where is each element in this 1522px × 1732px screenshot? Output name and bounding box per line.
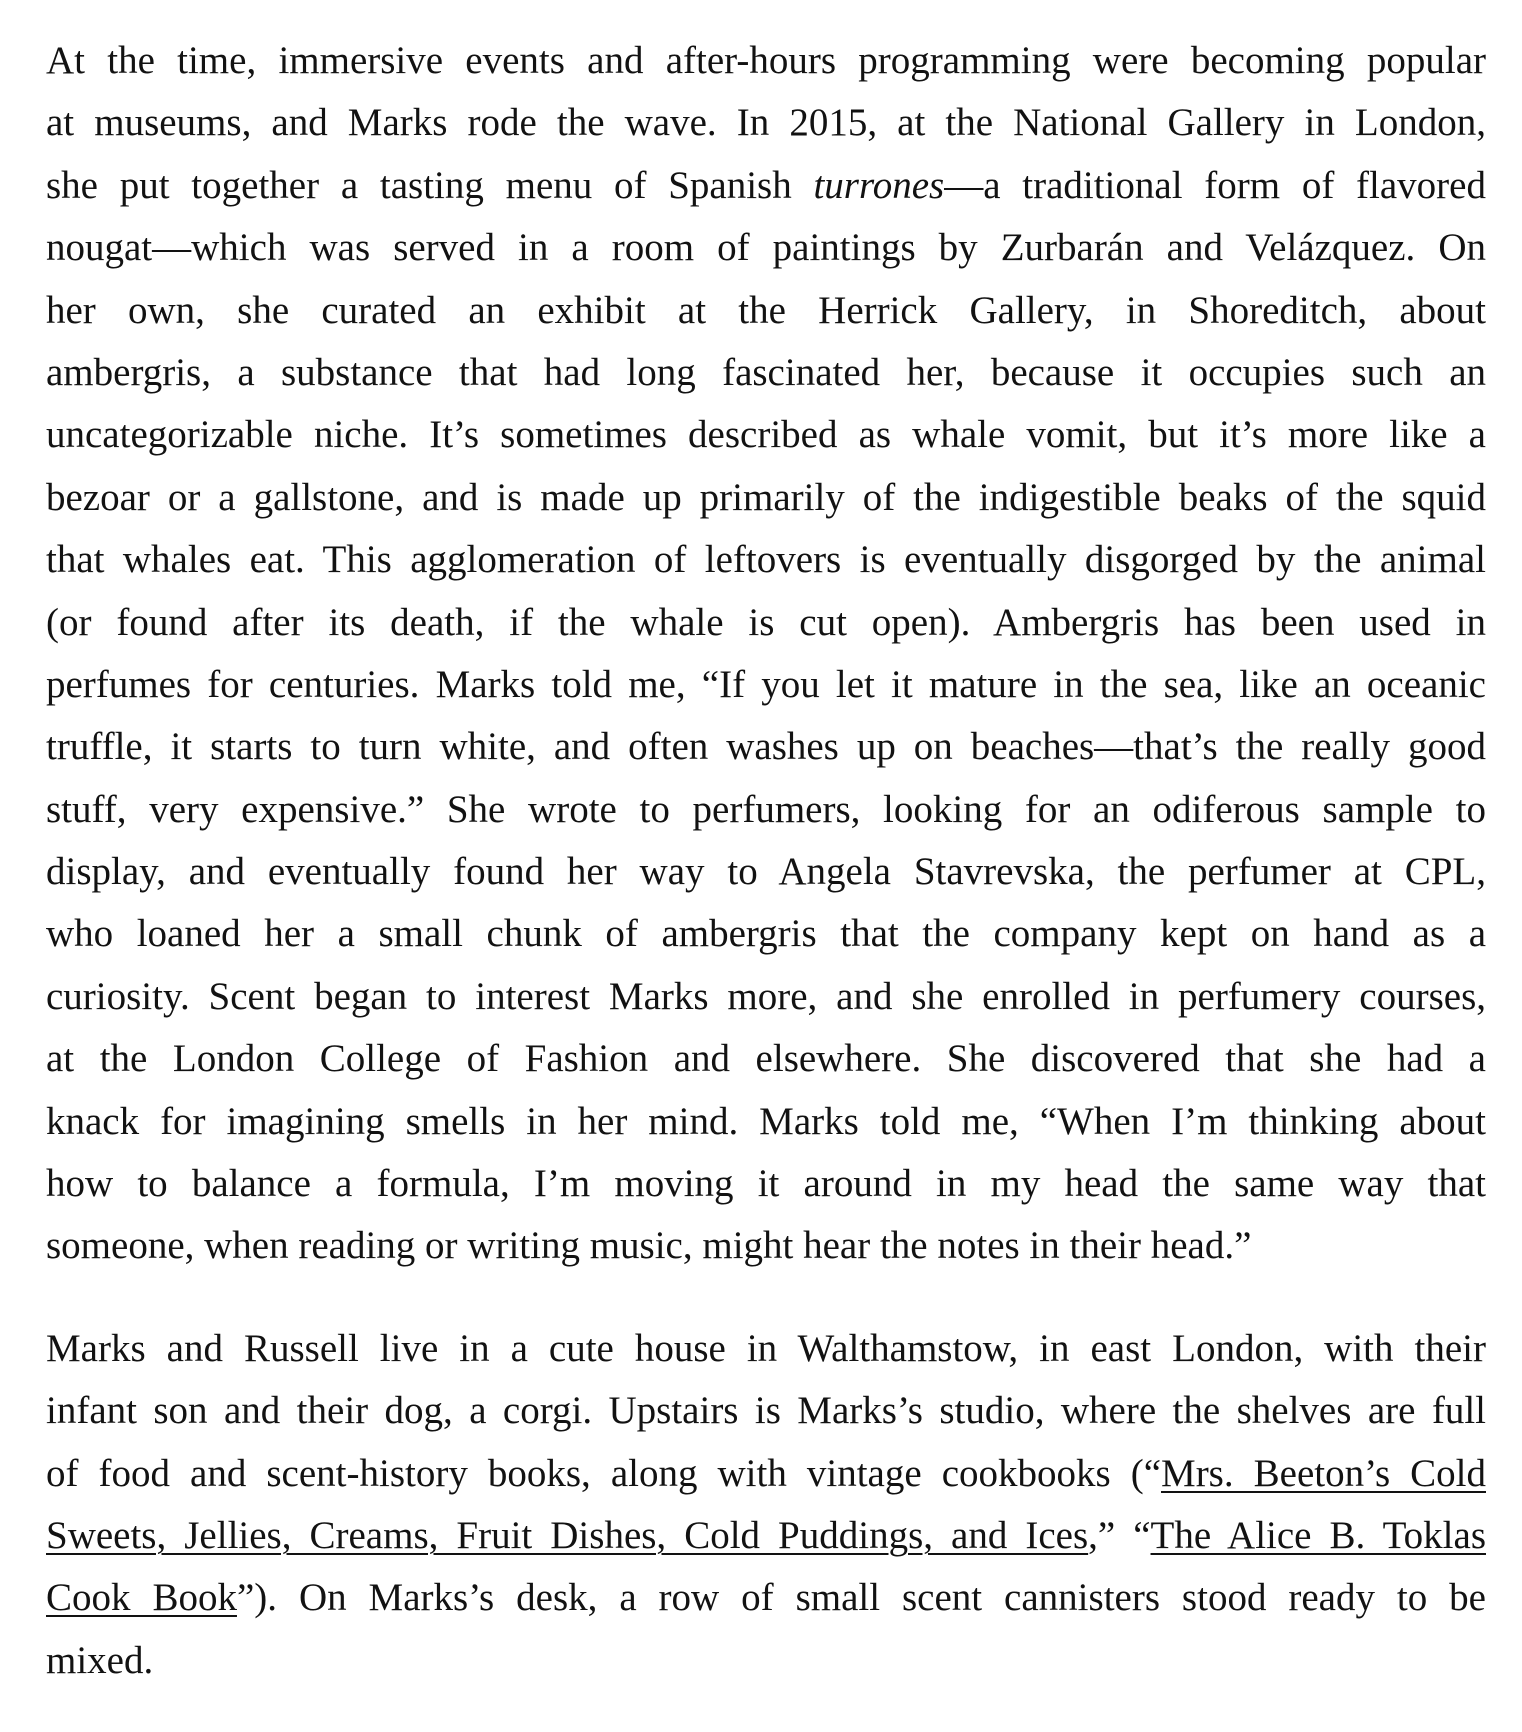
text-line: infant son and their dog, a corgi. Upstairs is Marks’s studio, where the shelves are full <box>46 1389 1486 1433</box>
text-line: mixed. <box>46 1638 154 1682</box>
text-line: display, and eventually found her way to Angela Stavrevska, the perfumer at CPL, <box>46 850 1486 894</box>
text-run: —a traditional form of flavored <box>944 163 1486 207</box>
text-line: nougat—which was served in a room of paintings by Zurbarán and Velázquez. On <box>46 226 1486 270</box>
text-run: of food and scent-history books, along with vintage cookbooks (“ <box>46 1451 1162 1495</box>
text-run: ,” “ <box>1088 1513 1151 1557</box>
alice-b-toklas-cookbook-link[interactable]: Cook Book <box>46 1576 237 1620</box>
mrs-beeton-book-link[interactable]: Mrs. Beeton’s Cold <box>1161 1451 1486 1495</box>
text-line: ambergris, a substance that had long fascinated her, because it occupies such an <box>46 350 1486 394</box>
article-body <box>46 30 1486 1732</box>
text-run: ”). On Marks’s desk, a row of small scent cannisters stood ready to be <box>236 1576 1486 1620</box>
text-line: curiosity. Scent began to interest Marks more, and she enrolled in perfumery courses, <box>46 974 1486 1018</box>
italic-term: turrones <box>813 163 945 207</box>
text-line <box>46 1443 1486 1505</box>
text-line: her own, she curated an exhibit at the Herrick Gallery, in Shoreditch, about <box>46 288 1486 332</box>
mrs-beeton-book-link[interactable]: Sweets, Jellies, Creams, Fruit Dishes, Cold Puddings, and Ices <box>46 1513 1089 1557</box>
text-line: perfumes for centuries. Marks told me, “If you let it mature in the sea, like an oceanic <box>46 662 1486 706</box>
text-line: how to balance a formula, I’m moving it around in my head the same way that <box>46 1162 1486 1206</box>
text-line: knack for imagining smells in her mind. Marks told me, “When I’m thinking about <box>46 1099 1486 1143</box>
text-line: stuff, very expensive.” She wrote to perfumers, looking for an odiferous sample to <box>46 787 1486 831</box>
text-line <box>46 155 1486 217</box>
text-line: who loaned her a small chunk of ambergris that the company kept on hand as a <box>46 912 1486 956</box>
text-line: At the time, immersive events and after-hours programming were becoming popular <box>46 39 1486 82</box>
text-run: she put together a tasting menu of Spanish <box>46 163 814 207</box>
paragraph-ambergris <box>46 30 1486 1278</box>
text-line <box>46 1505 1486 1567</box>
text-line: Marks and Russell live in a cute house in Walthamstow, in east London, with their <box>46 1326 1486 1370</box>
text-line: someone, when reading or writing music, might hear the notes in their head.” <box>46 1224 1252 1268</box>
text-line: uncategorizable niche. It’s sometimes described as whale vomit, but it’s more like a <box>46 413 1486 457</box>
alice-b-toklas-cookbook-link[interactable]: The Alice B. Toklas <box>1150 1513 1486 1557</box>
text-line <box>46 1567 1486 1629</box>
text-line: truffle, it starts to turn white, and often washes up on beaches—that’s the really good <box>46 725 1486 769</box>
text-line: bezoar or a gallstone, and is made up primarily of the indigestible beaks of the squid <box>46 475 1486 519</box>
text-line: that whales eat. This agglomeration of leftovers is eventually disgorged by the animal <box>46 538 1486 582</box>
text-line: at museums, and Marks rode the wave. In 2015, at the National Gallery in London, <box>46 101 1486 145</box>
text-line: at the London College of Fashion and elsewhere. She discovered that she had a <box>46 1037 1486 1081</box>
paragraph-walthamstow-home <box>46 1318 1486 1692</box>
text-line: (or found after its death, if the whale is cut open). Ambergris has been used in <box>46 600 1486 644</box>
